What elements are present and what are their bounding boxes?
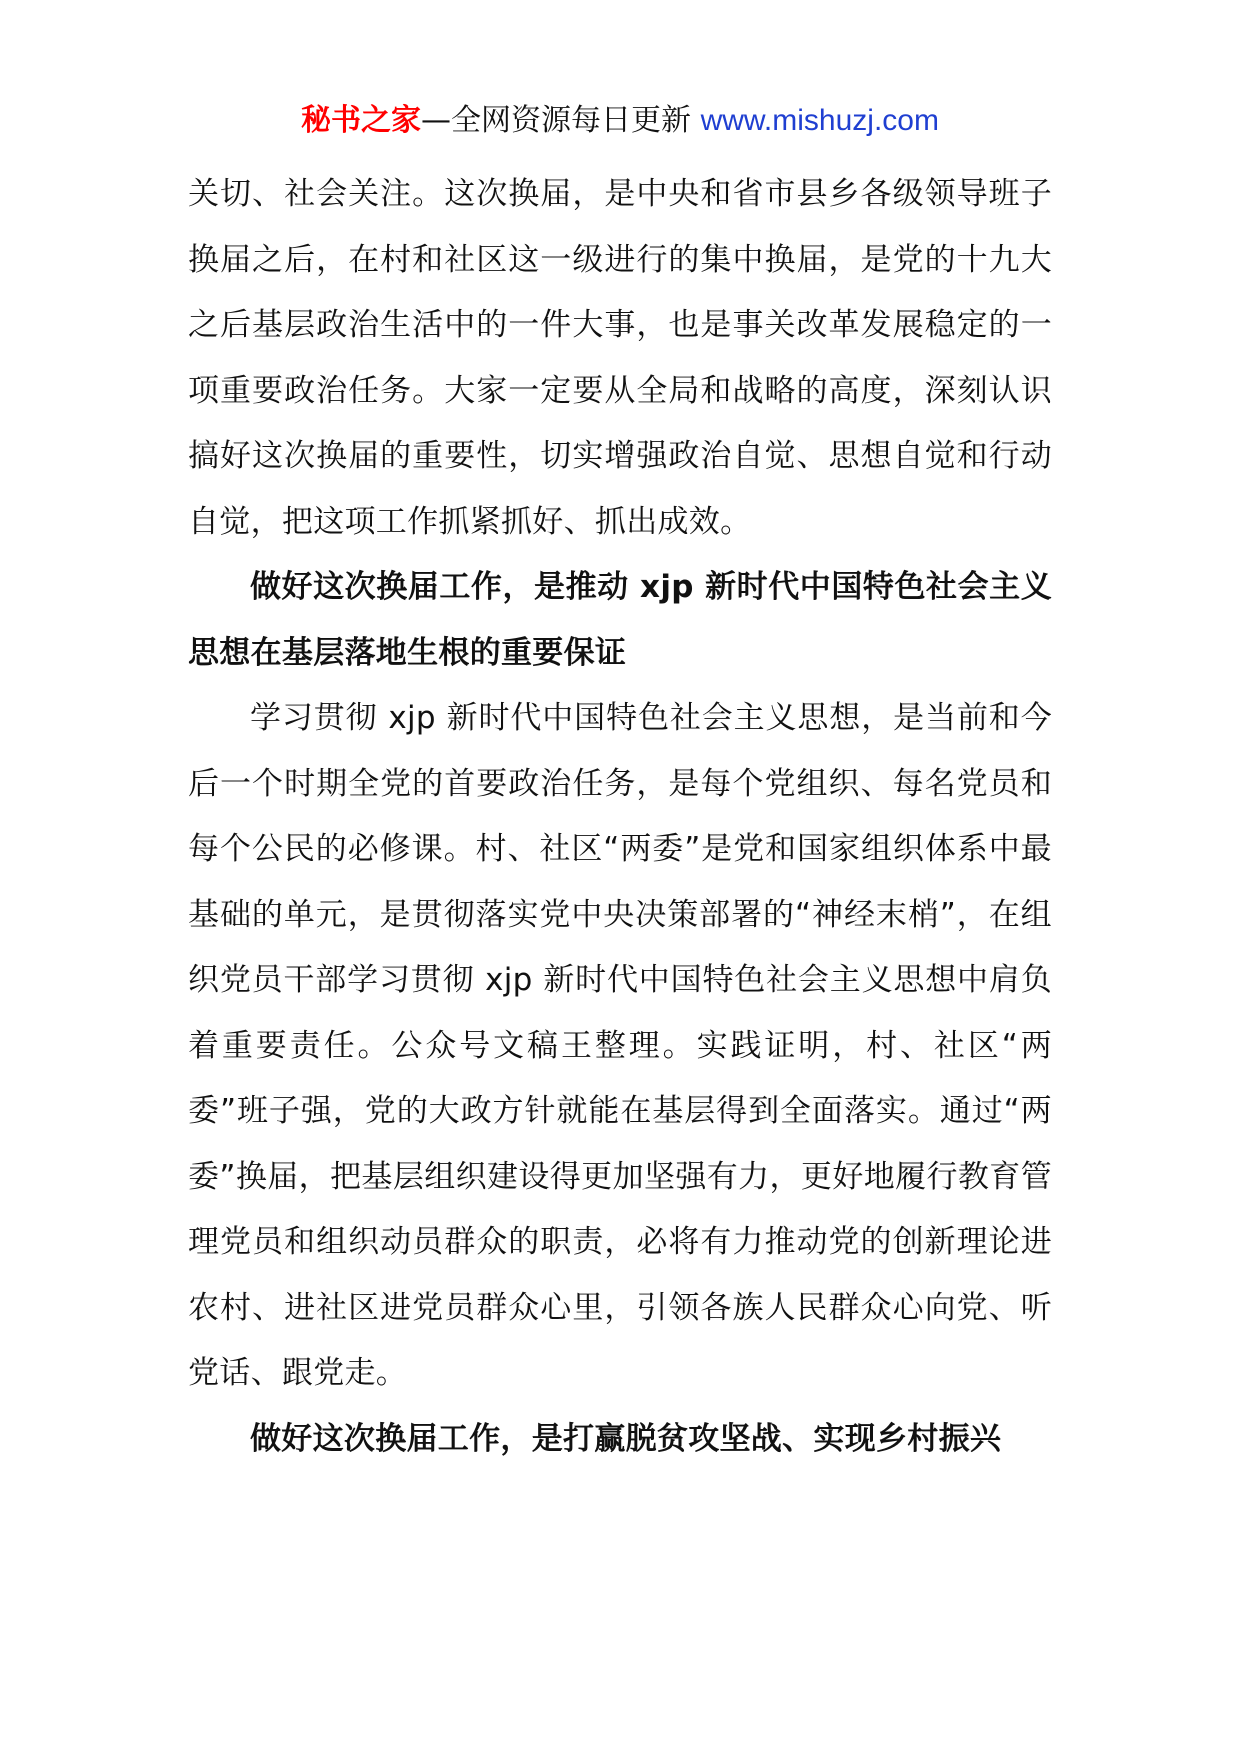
page-header [0, 98, 1240, 144]
document-body [188, 162, 1052, 1472]
body-paragraph-1: 关切、社会关注。这次换届，是中央和省市县乡各级领导班子换届之后，在村和社区这一级进行的集中换届，是党的十九大之后基层政治生活中的一件大事，也是事关改革发展稳定的一项重要政治任务。大家一定要从全局和战略的高度，深刻认识搞好这次换届的重要性，切实增强政治自觉、思想自觉和行动自觉，把这项工作抓紧抓好、抓出成效。 [188, 176, 1052, 540]
header-slogan: —全网资源每日更新 [421, 103, 701, 138]
section-heading-2: 做好这次换届工作，是打赢脱贫攻坚战、实现乡村振兴 [250, 1420, 1002, 1457]
body-paragraph-2: 学习贯彻 xjp 新时代中国特色社会主义思想，是当前和今后一个时期全党的首要政治任务，是每个党组织、每名党员和每个公民的必修课。村、社区“两委”是党和国家组织体系中最基础的单元，是贯彻落实党中央决策部署的“神经末梢”，在组织党员干部学习贯彻 xjp 新时代中国特色社会主义思想中肩负着重要责任。公众号文稿王整理。实践证明，村、社区“两委”班子强，党的大政方针就能在基层得到全面落实。通过“两委”换届，把基层组织建设得更加坚强有力，更好地履行教育管理党员和组织动员群众的职责，必将有力推动党的创新理论进农村、进社区进党员群众心里，引领各族人民群众心向党、听党话、跟党走。 [188, 700, 1052, 1391]
section-heading-1: 做好这次换届工作，是推动 xjp 新时代中国特色社会主义思想在基层落地生根的重要保证 [188, 569, 1052, 671]
header-url-link[interactable]: www.mishuzj.com [700, 104, 939, 137]
header-brand: 秘书之家 [301, 103, 422, 138]
